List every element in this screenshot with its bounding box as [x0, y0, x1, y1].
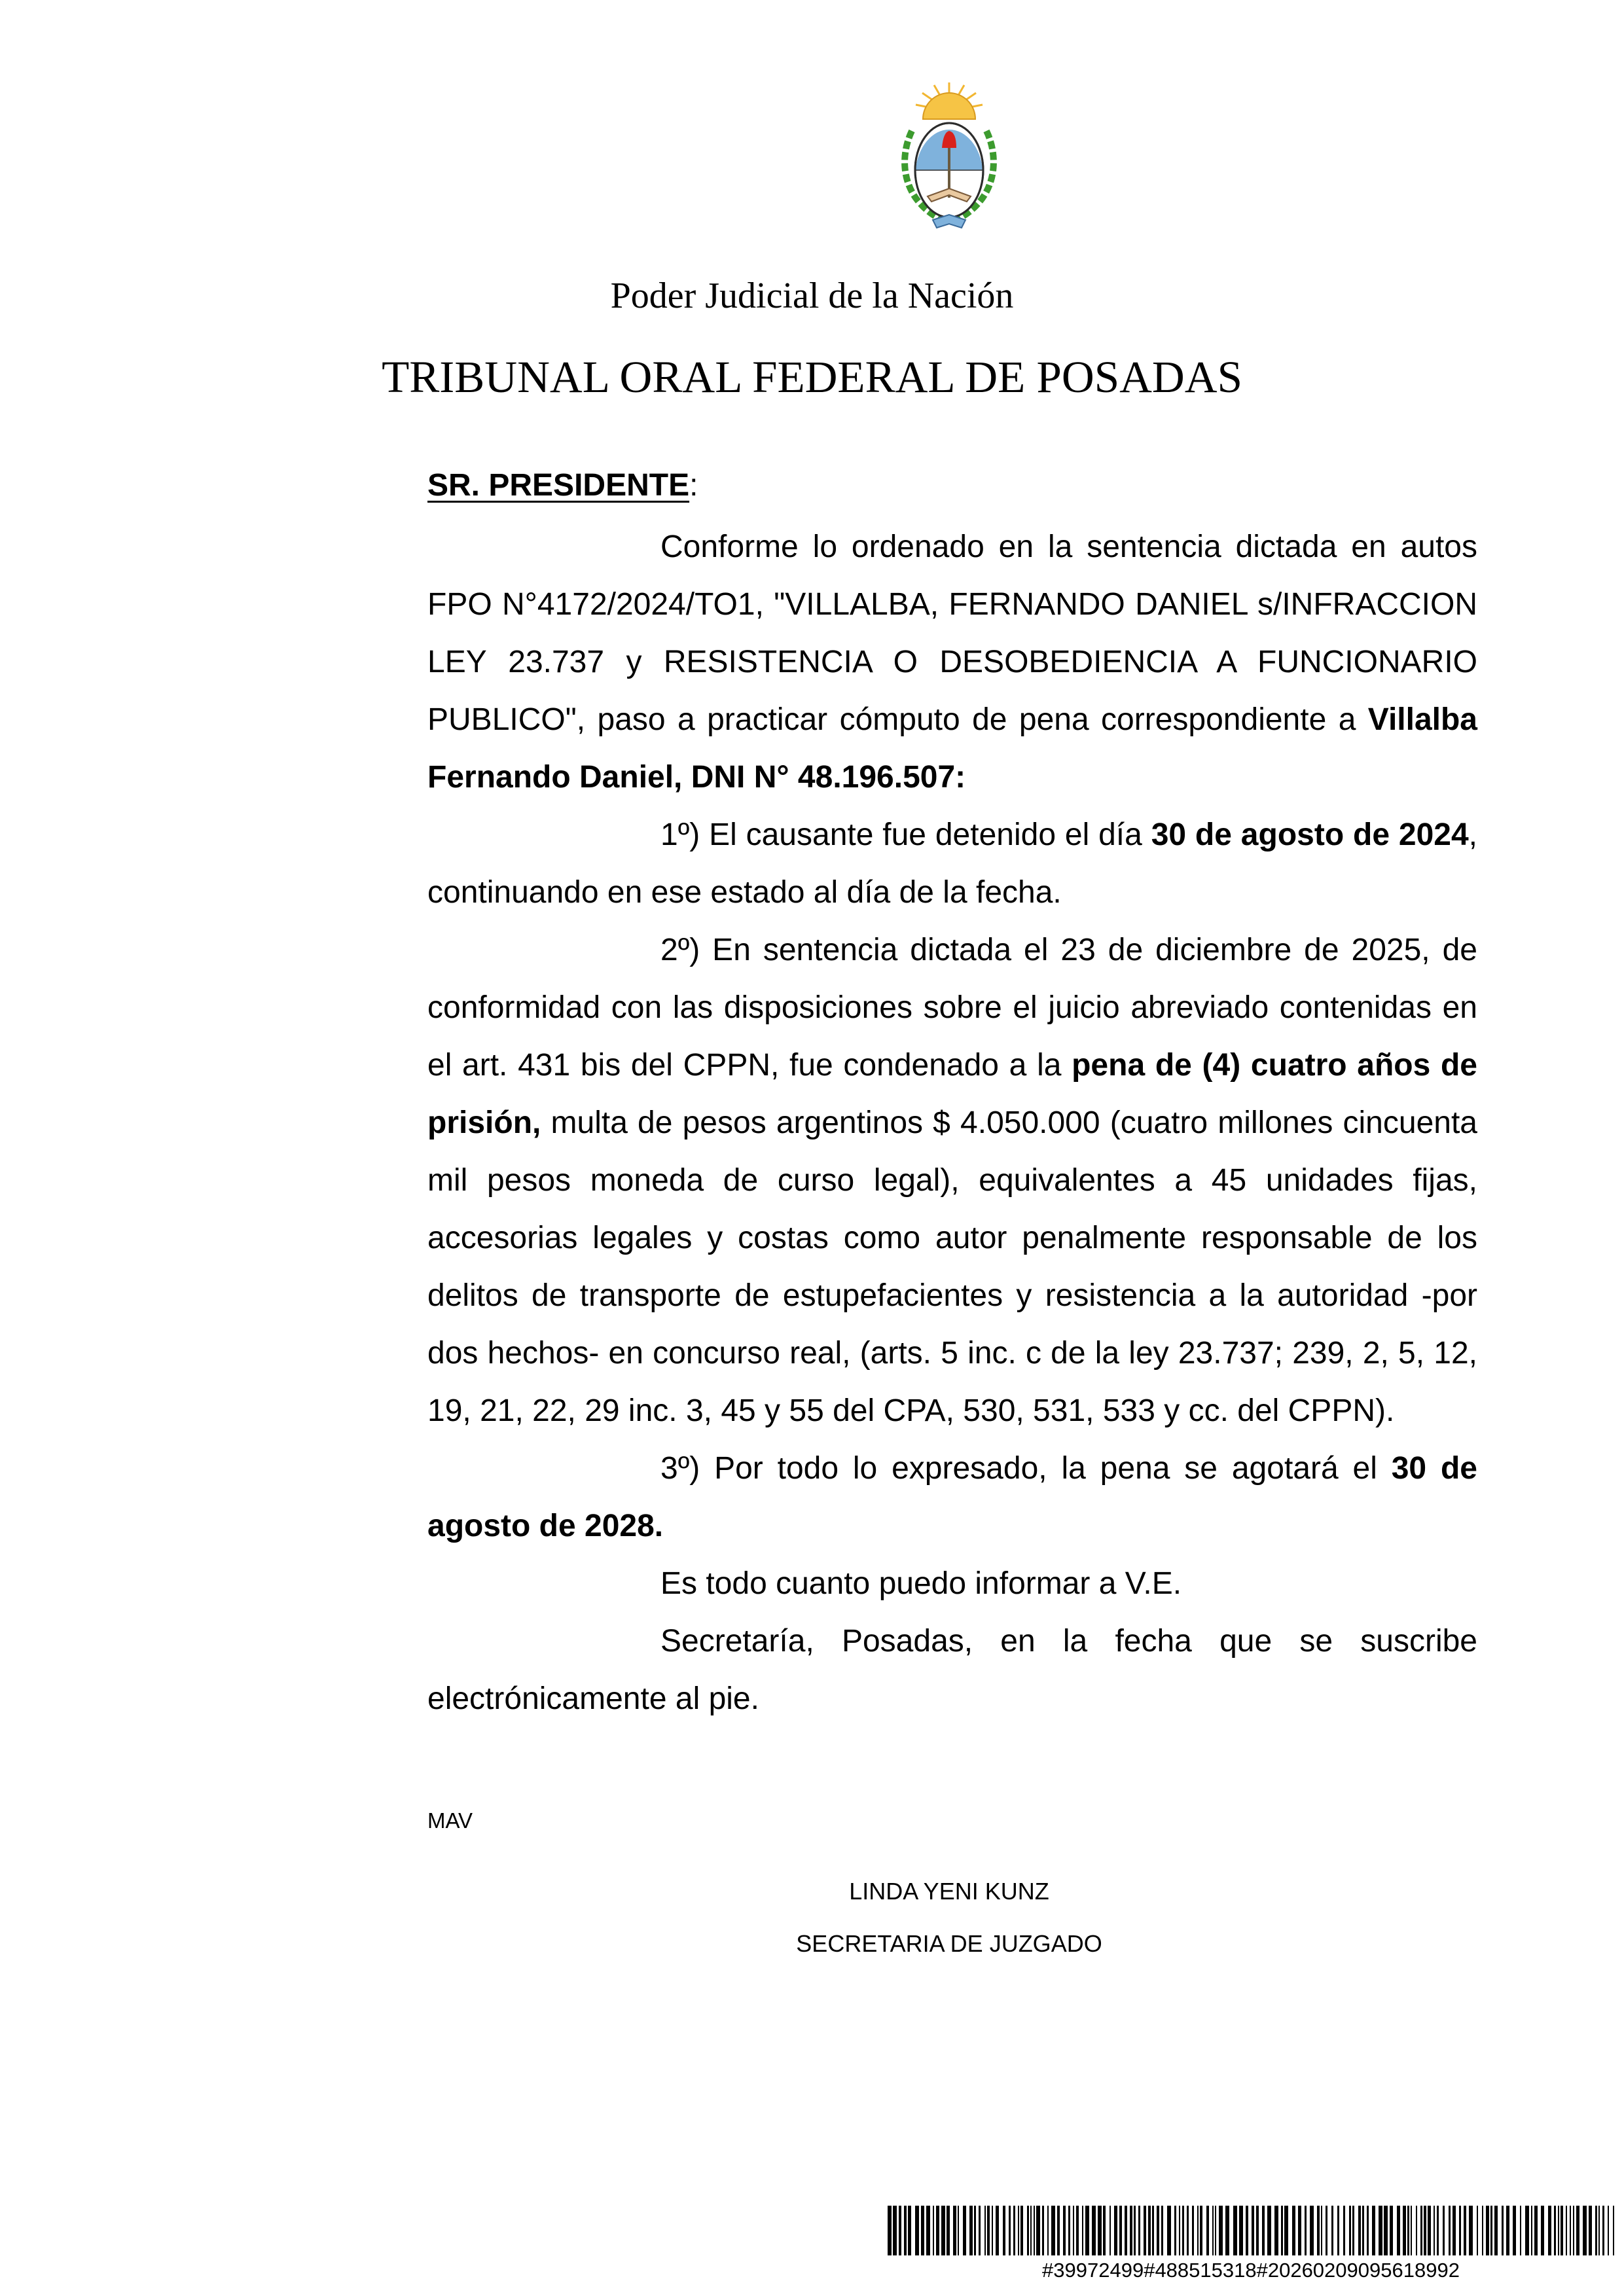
barcode-bar: [1051, 2206, 1055, 2255]
barcode-bar: [1157, 2206, 1159, 2255]
barcode-bar: [1212, 2206, 1214, 2255]
sentence-penalty: pena de (4) cuatro años de prisión,: [427, 1048, 1477, 1140]
barcode-bar: [1085, 2206, 1089, 2255]
barcode-bar: [1583, 2206, 1587, 2255]
barcode-bar: [953, 2206, 956, 2255]
barcode-bar: [1459, 2206, 1461, 2255]
barcode-bar: [1110, 2206, 1111, 2255]
barcode-bar: [1561, 2206, 1563, 2255]
barcode-bar: [1602, 2206, 1604, 2255]
barcode-bar: [936, 2206, 939, 2255]
addressee-colon: :: [689, 468, 698, 503]
barcode-bar: [1310, 2206, 1314, 2255]
barcode-bar: [1362, 2206, 1364, 2255]
barcode-bar: [1125, 2206, 1127, 2255]
barcode-bar: [1138, 2206, 1140, 2255]
addressee-title: SR. PRESIDENTE: [427, 468, 690, 503]
barcode-bar: [1317, 2206, 1320, 2255]
barcode-bar: [1331, 2206, 1333, 2255]
barcode-bar: [1092, 2206, 1096, 2255]
barcode-bar: [1420, 2206, 1422, 2255]
barcode-bar: [1246, 2206, 1248, 2255]
barcode-bar: [1130, 2206, 1132, 2255]
barcode-bar: [1443, 2206, 1445, 2255]
barcode-bar: [1469, 2206, 1473, 2255]
paragraph-expiry: [427, 1440, 1477, 1555]
paragraph-closing: Es todo cuanto puedo informar a V.E.: [660, 1566, 1182, 1601]
court-name: TRIBUNAL ORAL FEDERAL DE POSADAS: [382, 352, 1242, 402]
barcode-bar: [1403, 2206, 1406, 2255]
signatory-name: LINDA YENI KUNZ: [849, 1878, 1049, 1905]
barcode-bar: [1082, 2206, 1083, 2255]
barcode-bar: [1057, 2206, 1060, 2255]
barcode-bar: [1152, 2206, 1154, 2255]
barcode-bar: [1103, 2206, 1106, 2255]
barcode-bar: [1262, 2206, 1265, 2255]
barcode-bar: [1573, 2206, 1574, 2255]
barcode-bar: [1434, 2206, 1435, 2255]
paragraph-sentence: [427, 922, 1477, 1440]
barcode-bar: [1179, 2206, 1180, 2255]
paragraph-sentence-text: 2º) En sentencia dictada el 23 de diciembre de 2025, de conformidad con las disposiciones sobre el juicio abreviado contenidas en el art. 431 bis del CPPN, fue condenado a la: [427, 933, 1477, 1083]
barcode-bar: [996, 2206, 999, 2255]
barcode-bar: [899, 2206, 901, 2255]
barcode-bar: [1073, 2206, 1074, 2255]
barcode-bar: [1013, 2206, 1015, 2255]
barcode-bar: [1349, 2206, 1351, 2255]
barcode-bar: [1352, 2206, 1354, 2255]
barcode-bar: [1167, 2206, 1171, 2255]
barcode-bar: [1337, 2206, 1339, 2255]
barcode-bar: [1343, 2206, 1345, 2255]
barcode-bar: [1407, 2206, 1409, 2255]
barcode-bar: [926, 2206, 930, 2255]
defendant-identification: Villalba Fernando Daniel, DNI N° 48.196.507:: [427, 702, 1477, 795]
barcode-bar: [1424, 2206, 1426, 2255]
barcode-bar: [893, 2206, 897, 2255]
barcode-bar: [1453, 2206, 1456, 2255]
barcode-bar: [1372, 2206, 1375, 2255]
barcode-bar: [904, 2206, 907, 2255]
barcode-bar: [1239, 2206, 1243, 2255]
barcode-bar: [1321, 2206, 1322, 2255]
typist-initials: MAV: [427, 1808, 473, 1833]
barcode-bar: [1390, 2206, 1393, 2255]
barcode-bar: [1464, 2206, 1466, 2255]
barcode-bar: [1298, 2206, 1301, 2255]
barcode-bar: [1598, 2206, 1600, 2255]
national-coat-of-arms-icon: [893, 80, 1005, 237]
barcode-bar: [1449, 2206, 1451, 2255]
barcode-bar: [1030, 2206, 1032, 2255]
barcode-bar: [1428, 2206, 1431, 2255]
signatory-title: SECRETARIA DE JUZGADO: [796, 1930, 1102, 1957]
barcode-bar: [1416, 2206, 1417, 2255]
barcode-bar: [1182, 2206, 1184, 2255]
barcode-bar: [1068, 2206, 1070, 2255]
barcode-bar: [1225, 2206, 1229, 2255]
barcode-bar: [1506, 2206, 1509, 2255]
paragraph-intro-text: Conforme lo ordenado en la sentencia dictada en autos FPO N°4172/2024/TO1, "VILLALBA, FERNANDO DANIEL s/INFRACCION LEY 23.737 y RESISTENCIA O DESOBEDIENCIA A FUNCIONARIO PUBLICO", paso a practicar cómputo de pena correspondiente a: [427, 529, 1477, 737]
barcode-bar: [992, 2206, 993, 2255]
barcode-bar: [1174, 2206, 1176, 2255]
barcode-bar: [1534, 2206, 1538, 2255]
barcode-bar: [947, 2206, 950, 2255]
barcode-bar: [1477, 2206, 1478, 2255]
barcode-bar: [963, 2206, 966, 2255]
barcode-bar: [1292, 2206, 1295, 2255]
paragraph-detention: [427, 806, 1477, 922]
barcode-bar: [1119, 2206, 1122, 2255]
barcode-bar: [1613, 2206, 1614, 2255]
barcode-bar: [1144, 2206, 1146, 2255]
barcode-bar: [1161, 2206, 1163, 2255]
barcode-bar: [1018, 2206, 1019, 2255]
barcode-bar: [1215, 2206, 1216, 2255]
barcode-bar: [1192, 2206, 1194, 2255]
paragraph-detention-text-end: , continuando en ese estado al día de la fecha.: [427, 817, 1477, 910]
barcode: [888, 2206, 1614, 2255]
barcode-bar: [941, 2206, 945, 2255]
barcode-bar: [1274, 2206, 1278, 2255]
barcode-bar: [1326, 2206, 1327, 2255]
barcode-bar: [1134, 2206, 1136, 2255]
barcode-bar: [1034, 2206, 1035, 2255]
barcode-bar: [1197, 2206, 1199, 2255]
barcode-bar: [1494, 2206, 1498, 2255]
barcode-bar: [1281, 2206, 1283, 2255]
barcode-bar: [921, 2206, 924, 2255]
barcode-bar: [1098, 2206, 1102, 2255]
barcode-bar: [1305, 2206, 1307, 2255]
barcode-bar: [1042, 2206, 1044, 2255]
barcode-bar: [1595, 2206, 1597, 2255]
barcode-bar: [1027, 2206, 1029, 2255]
barcode-bar: [1531, 2206, 1532, 2255]
barcode-bar: [1554, 2206, 1556, 2255]
addressee-line: [427, 457, 1477, 518]
barcode-bar: [1256, 2206, 1259, 2255]
barcode-bar: [1437, 2206, 1439, 2255]
barcode-bar: [1020, 2206, 1023, 2255]
barcode-bar: [1076, 2206, 1079, 2255]
barcode-bar: [1358, 2206, 1361, 2255]
barcode-bar: [987, 2206, 990, 2255]
barcode-bar: [1206, 2206, 1209, 2255]
barcode-bar: [1148, 2206, 1151, 2255]
barcode-bar: [1520, 2206, 1521, 2255]
barcode-bar: [1570, 2206, 1571, 2255]
barcode-bar: [1219, 2206, 1223, 2255]
barcode-bar: [1267, 2206, 1271, 2255]
barcode-bar: [979, 2206, 981, 2255]
barcode-bar: [1525, 2206, 1529, 2255]
barcode-bar: [1036, 2206, 1040, 2255]
paragraph-expiry-text: 3º) Por todo lo expresado, la pena se agotará el: [660, 1451, 1392, 1486]
paragraph-detention-text: 1º) El causante fue detenido el día: [660, 817, 1151, 852]
barcode-bar: [908, 2206, 911, 2255]
paragraph-intro: [427, 518, 1477, 806]
barcode-bar: [1566, 2206, 1567, 2255]
barcode-bar: [1541, 2206, 1544, 2255]
barcode-bar: [1482, 2206, 1483, 2255]
barcode-bar: [1502, 2206, 1504, 2255]
barcode-bar: [888, 2206, 892, 2255]
barcode-bar: [915, 2206, 919, 2255]
barcode-bar: [1200, 2206, 1202, 2255]
barcode-bar: [1009, 2206, 1011, 2255]
barcode-bar: [1114, 2206, 1117, 2255]
barcode-bar: [1490, 2206, 1492, 2255]
barcode-bar: [1284, 2206, 1288, 2255]
barcode-bar: [1589, 2206, 1592, 2255]
paragraph-sentence-text-end: multa de pesos argentinos $ 4.050.000 (cuatro millones cincuenta mil pesos moneda de curso legal), equivalentes a 45 unidades fijas, accesorias legales y costas como autor penalmente responsable de los delitos de transporte de estupefacientes y resistencia a la autoridad -por dos hechos- en concurso real, (arts. 5 inc. c de la ley 23.737; 239, 2, 5, 12, 19, 21, 22, 29 inc. 3, 45 y 55 del CPA, 530, 531, 533 y cc. del CPPN).: [427, 1105, 1477, 1428]
barcode-bar: [984, 2206, 986, 2255]
barcode-bar: [1608, 2206, 1609, 2255]
paragraph-place-date: Secretaría, Posadas, en la fecha que se suscribe electrónicamente al pie.: [427, 1624, 1477, 1716]
document-body: [427, 457, 1477, 1728]
barcode-bar: [1411, 2206, 1412, 2255]
sentence-expiry-date: 30 de agosto de 2028.: [427, 1451, 1477, 1543]
detention-date: 30 de agosto de 2024: [1151, 817, 1469, 852]
barcode-bar: [1558, 2206, 1559, 2255]
barcode-bar: [1548, 2206, 1551, 2255]
barcode-bar: [1003, 2206, 1005, 2255]
barcode-bar: [958, 2206, 959, 2255]
barcode-bar: [1486, 2206, 1489, 2255]
barcode-bar: [1576, 2206, 1579, 2255]
barcode-bar: [1187, 2206, 1189, 2255]
barcode-bar: [1384, 2206, 1388, 2255]
barcode-bar: [1397, 2206, 1400, 2255]
barcode-bar: [1233, 2206, 1237, 2255]
barcode-bar: [969, 2206, 973, 2255]
institution-name: Poder Judicial de la Nación: [610, 276, 1014, 316]
barcode-bar: [1379, 2206, 1382, 2255]
barcode-bar: [1513, 2206, 1516, 2255]
barcode-number: #39972499#488515318#20260209095618992: [1042, 2259, 1460, 2282]
barcode-bar: [933, 2206, 934, 2255]
barcode-bar: [974, 2206, 976, 2255]
barcode-bar: [1367, 2206, 1369, 2255]
barcode-bar: [1047, 2206, 1049, 2255]
barcode-bar: [1252, 2206, 1254, 2255]
barcode-bar: [1063, 2206, 1066, 2255]
